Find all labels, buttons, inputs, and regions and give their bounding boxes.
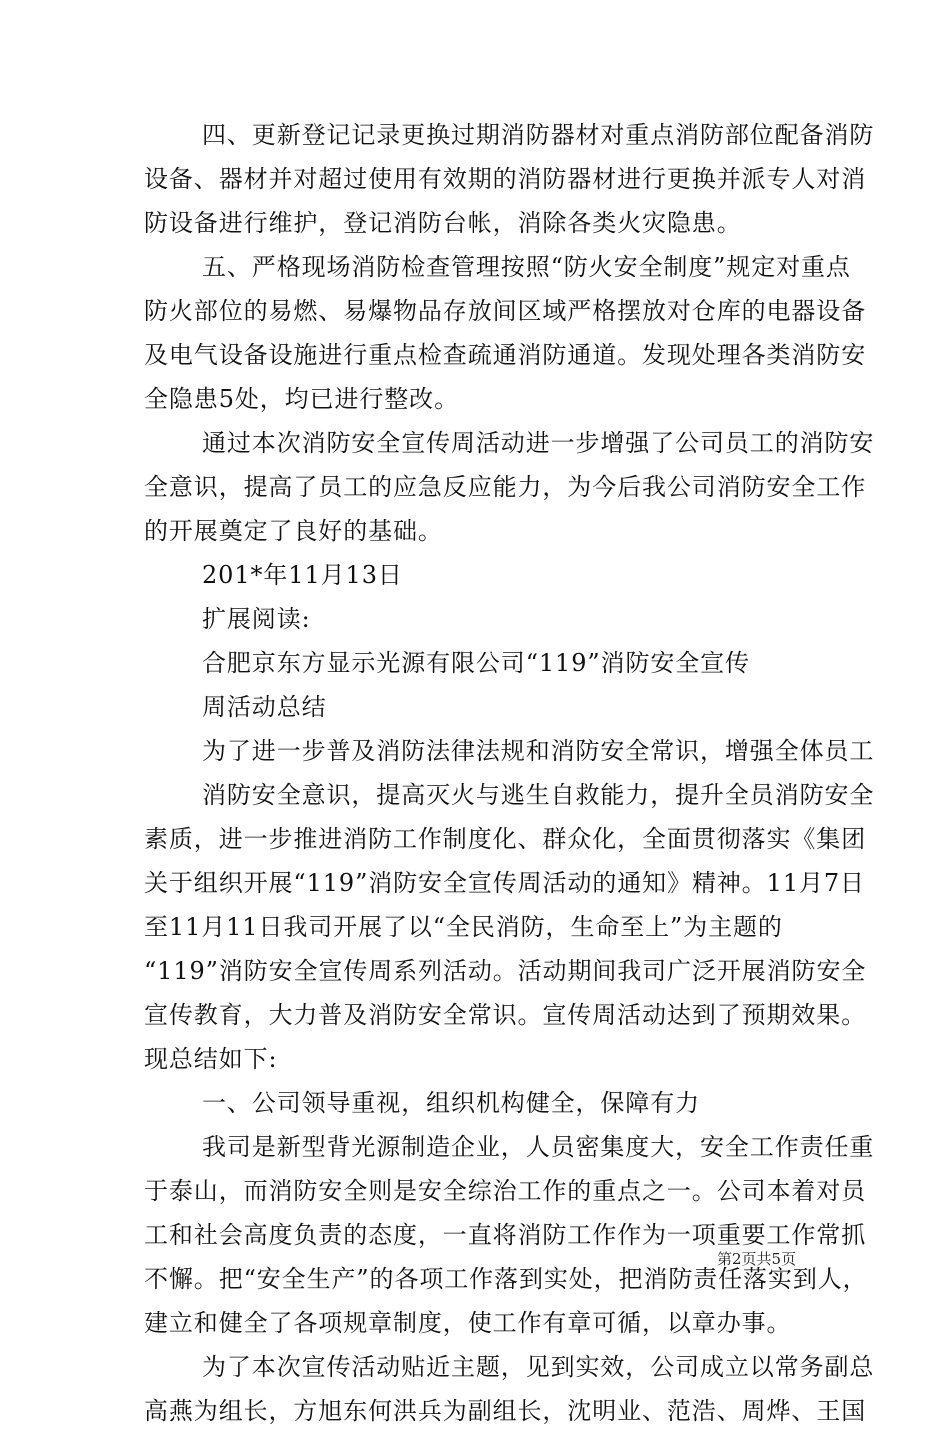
document-body [144, 113, 875, 1433]
page-number: 第2页共5页 [717, 1250, 797, 1268]
text-line: 的开展奠定了良好的基础。 [144, 517, 443, 545]
text-line: 为了本次宣传活动贴近主题，见到实效，公司成立以常务副总 [202, 1353, 875, 1381]
text-line: 于泰山，而消防安全则是安全综治工作的重点之一。公司本着对员 [144, 1177, 867, 1205]
text-line: 消防安全意识，提高灭火与逃生自救能力，提升全员消防安全 [202, 781, 875, 809]
text-line: 防火部位的易燃、易爆物品存放间区域严格摆放对仓库的电器设备 [144, 297, 867, 325]
date-line: 201*年11月13日 [202, 561, 403, 589]
text-line: 五、严格现场消防检查管理按照“防火安全制度”规定对重点 [202, 253, 851, 281]
text-line: 至11月11日我司开展了以“全民消防，生命至上”为主题的 [144, 913, 783, 941]
section-title-line: 合肥京东方显示光源有限公司“119”消防安全宣传 [202, 649, 750, 677]
extended-reading-label: 扩展阅读: [202, 605, 311, 633]
text-line: 现总结如下: [144, 1045, 278, 1073]
text-line: 全意识，提高了员工的应急反应能力，为今后我公司消防安全工作 [144, 473, 867, 501]
text-line: 工和社会高度负责的态度，一直将消防工作作为一项重要工作常抓 [144, 1221, 867, 1249]
text-line: 我司是新型背光源制造企业，人员密集度大，安全工作责任重 [202, 1133, 875, 1161]
text-line: 及电气设备设施进行重点检查疏通消防通道。发现处理各类消防安 [144, 341, 867, 369]
text-line: 素质，进一步推进消防工作制度化、群众化，全面贯彻落实《集团 [144, 825, 867, 853]
text-line: 为了进一步普及消防法律法规和消防安全常识，增强全体员工 [202, 737, 875, 765]
text-line: 全隐患5处，均已进行整改。 [144, 385, 459, 413]
text-line: 建立和健全了各项规章制度，使工作有章可循，以章办事。 [144, 1309, 792, 1337]
text-line: 设备、器材并对超过使用有效期的消防器材进行更换并派专人对消 [144, 165, 867, 193]
text-line: 不懈。把“安全生产”的各项工作落到实处，把消防责任落实到人， [144, 1265, 868, 1293]
text-line: 宣传教育，大力普及消防安全常识。宣传周活动达到了预期效果。 [144, 1001, 867, 1029]
text-line: 防设备进行维护，登记消防台帐，消除各类火灾隐患。 [144, 209, 742, 237]
text-line: 通过本次消防安全宣传周活动进一步增强了公司员工的消防安 [202, 429, 875, 457]
section-title-line: 周活动总结 [202, 693, 327, 721]
text-line: “119”消防安全宣传周系列活动。活动期间我司广泛开展消防安全 [144, 957, 867, 985]
text-line: 高燕为组长，方旭东何洪兵为副组长，沈明业、范浩、周烨、王国 [144, 1397, 867, 1425]
text-line: 四、更新登记记录更换过期消防器材对重点消防部位配备消防 [202, 121, 875, 149]
section-heading: 一、公司领导重视，组织机构健全，保障有力 [202, 1089, 700, 1117]
text-line: 关于组织开展“119”消防安全宣传周活动的通知》精神。11月7日 [144, 869, 865, 897]
